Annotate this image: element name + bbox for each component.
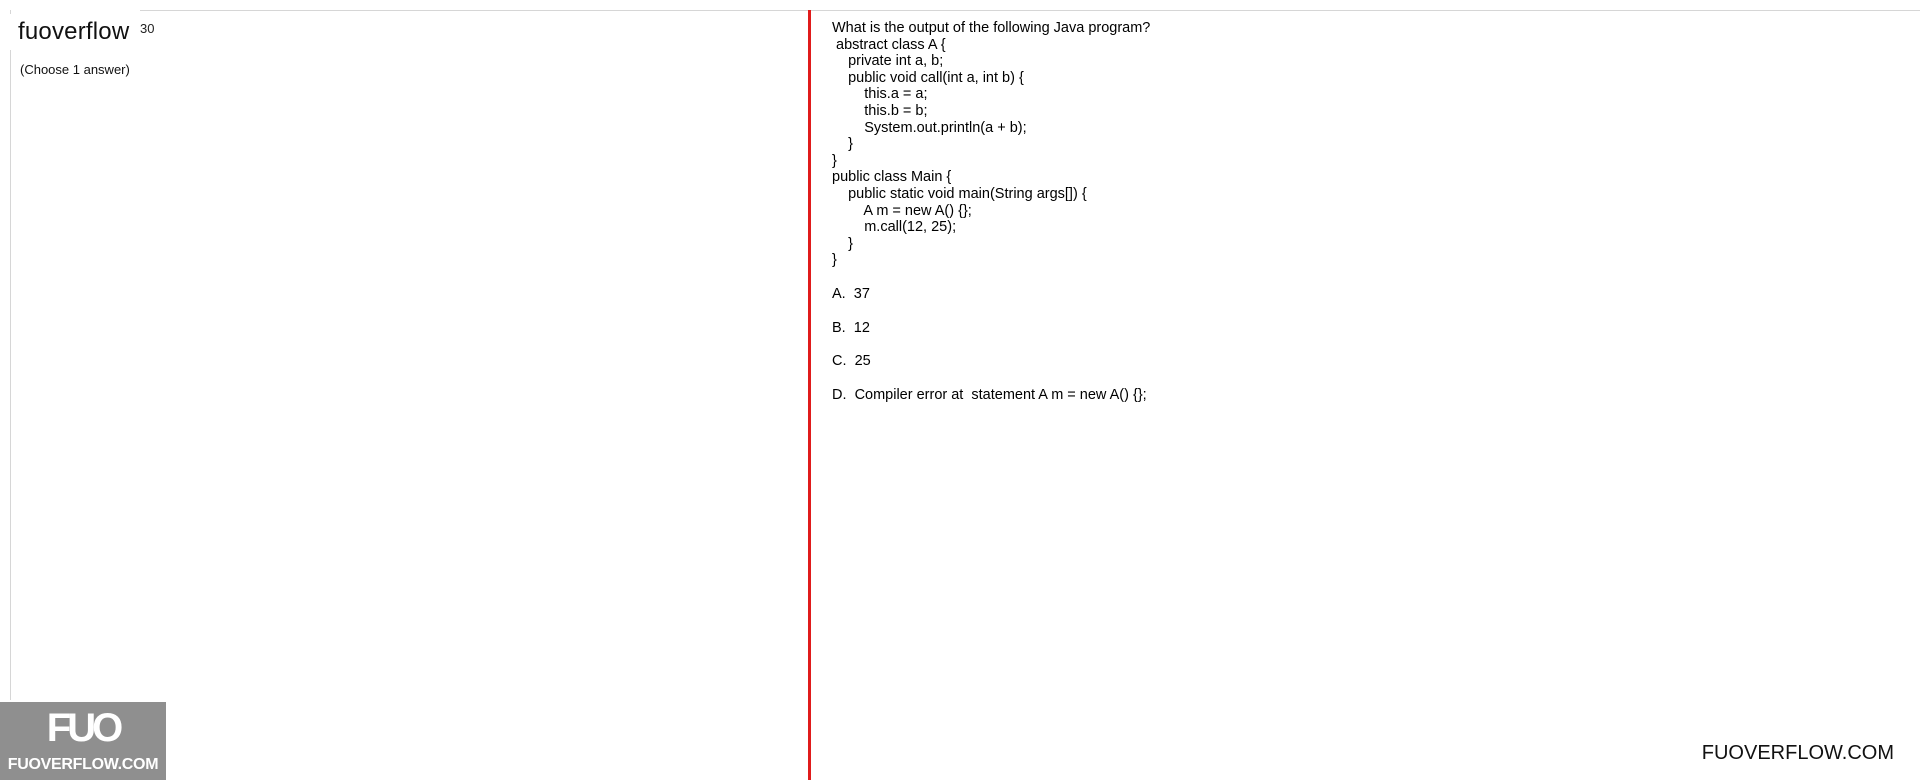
- left-divider: [10, 10, 11, 700]
- answer-option-a[interactable]: [832, 286, 1147, 320]
- answer-option-d[interactable]: [832, 387, 1147, 421]
- code-line: A m = new A() {};: [832, 202, 972, 219]
- code-block: [832, 37, 1150, 269]
- code-line: public void call(int a, int b) {: [832, 69, 1024, 86]
- panel-divider: [808, 10, 811, 780]
- code-line: public class Main {: [832, 169, 952, 186]
- question-panel: [832, 20, 1150, 269]
- answer-text: 25: [854, 353, 871, 369]
- code-line: abstract class A {: [832, 36, 946, 53]
- code-line: }: [832, 136, 853, 153]
- code-line: this.b = b;: [832, 102, 928, 119]
- code-line: }: [832, 252, 837, 269]
- logo-text: FUOVERFLOW.COM: [7, 756, 159, 773]
- answer-list: [832, 286, 1147, 420]
- answer-letter: A.: [832, 286, 846, 302]
- code-line: }: [832, 152, 837, 169]
- code-line: }: [832, 235, 853, 252]
- answer-text: 12: [853, 319, 870, 336]
- answer-option-b[interactable]: [832, 320, 1147, 354]
- code-line: this.a = a;: [832, 86, 928, 103]
- answer-text: 37: [853, 286, 870, 302]
- footer-watermark: FUOVERFLOW.COM: [1701, 742, 1894, 764]
- answer-text: Compiler error at statement A m = new A() {};: [854, 386, 1147, 403]
- answer-letter: C.: [832, 353, 847, 369]
- answer-letter: D.: [832, 386, 847, 403]
- answer-instruction: (Choose 1 answer): [20, 62, 130, 77]
- answer-option-c[interactable]: [832, 353, 1147, 387]
- logo-mark: FUO: [46, 706, 120, 750]
- question-title: What is the output of the following Java program?: [832, 20, 1151, 36]
- code-line: System.out.println(a + b);: [832, 119, 1027, 136]
- brand-title: fuoverflow: [10, 14, 137, 50]
- question-number: 30: [140, 21, 155, 36]
- code-line: public static void main(String args[]) {: [832, 185, 1087, 202]
- top-divider: [140, 10, 1920, 11]
- fuo-logo: [0, 702, 166, 780]
- answer-letter: B.: [832, 319, 846, 336]
- code-line: m.call(12, 25);: [832, 219, 957, 236]
- code-line: private int a, b;: [832, 53, 944, 70]
